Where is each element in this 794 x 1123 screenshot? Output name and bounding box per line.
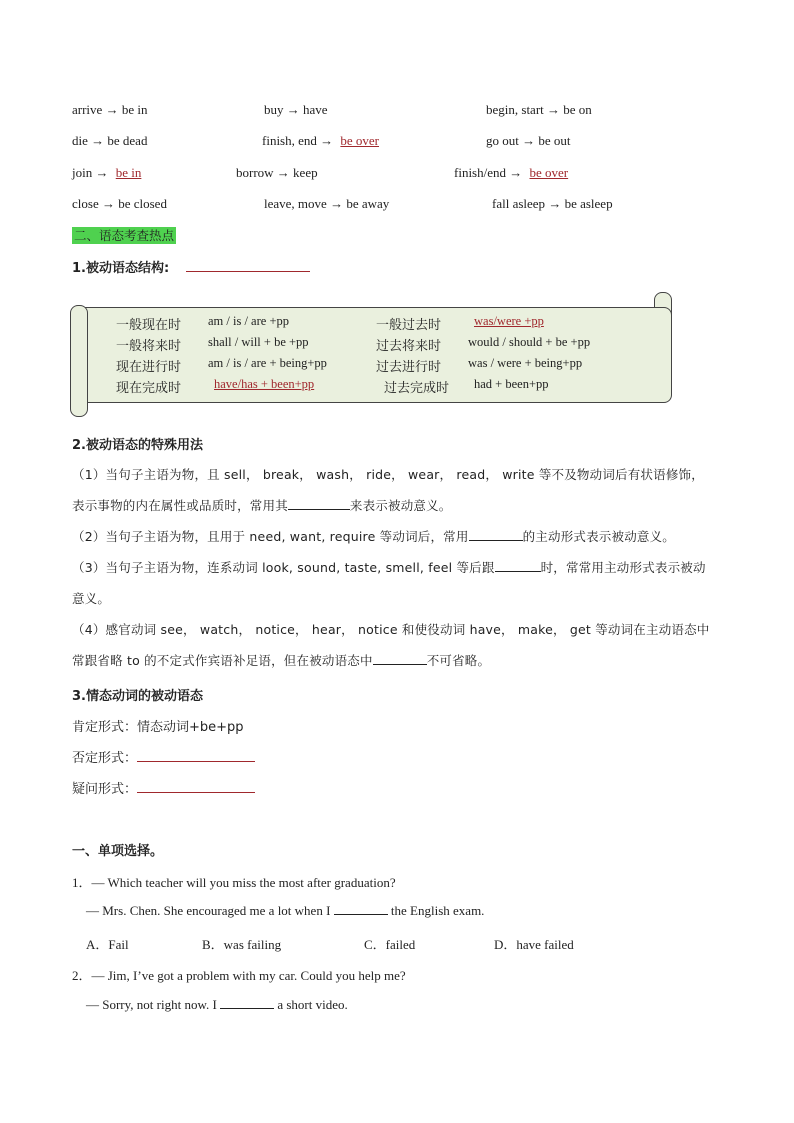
vocab-state: be on — [563, 102, 592, 117]
tense-form: would / should + be +pp — [468, 335, 591, 349]
scroll-cap-left — [70, 305, 88, 417]
section-heading — [72, 226, 176, 244]
tense-form: shall / will + be +pp — [208, 335, 309, 349]
arrow-icon: → — [283, 102, 303, 117]
vocab-state: be over — [340, 133, 380, 148]
vocab-verb: join — [72, 165, 93, 180]
vocab-verb: go out — [486, 133, 519, 148]
arrow-icon: → — [98, 196, 119, 211]
q2-p1-blank — [288, 498, 350, 510]
arrow-icon: → — [273, 165, 294, 180]
arrow-icon: → — [92, 165, 112, 180]
tense-name: 一般过去时 — [376, 318, 442, 333]
q2-p1-post: 来表示被动意义。 — [349, 498, 452, 513]
vocab-state: be dead — [107, 133, 148, 148]
q2-p3-end: 意义。 — [72, 591, 111, 606]
q2-p2-pre: （2）当句子主语为物，且用于 need, want, require 等动词后，常用 — [72, 529, 469, 544]
ex1-option-a[interactable]: A．Fail — [86, 937, 129, 952]
tense-name: 现在进行时 — [116, 360, 182, 375]
q3-question-blank — [137, 781, 255, 793]
arrow-icon: → — [87, 133, 108, 148]
ex1-answer-pre: — Mrs. Chen. She encouraged me a lot when I — [86, 903, 334, 918]
q1-title-text: 1.被动语态结构: — [72, 261, 170, 276]
arrow-icon: → — [316, 133, 337, 148]
arrow-icon: → — [506, 165, 526, 180]
tense-form: had + been+pp — [474, 377, 549, 391]
q2-p4-pre: 常跟省略 to 的不定式作宾语补足语，但在被动语态中 — [72, 653, 373, 668]
vocab-state: keep — [293, 165, 318, 180]
q3-title: 3.情态动词的被动语态 — [72, 689, 203, 704]
q2-p1-line-b — [72, 490, 722, 521]
q2-p4-line-a: （4）感官动词 see， watch， notice， hear， notice 和使役动词 have， make， get 等动词在主动语态中 — [72, 622, 710, 637]
tense-name: 过去完成时 — [384, 381, 450, 396]
tense-name: 一般现在时 — [116, 318, 182, 333]
q2-p3-blank — [495, 560, 541, 572]
ex2-answer-pre: — Sorry, not right now. I — [86, 997, 221, 1012]
tense-form: am / is / are +pp — [208, 314, 289, 328]
vocab-item — [72, 196, 167, 212]
arrow-icon: → — [326, 196, 347, 211]
q2-p1-pre: 表示事物的内在属性或品质时，常用其 — [72, 498, 288, 513]
tense-name: 一般将来时 — [116, 339, 182, 354]
vocab-verb: borrow — [236, 165, 274, 180]
ex1-answer — [86, 903, 484, 919]
q2-p2-post: 的主动形式表示被动意义。 — [522, 529, 675, 544]
ex2-answer — [86, 997, 348, 1013]
vocab-state: be in — [121, 102, 148, 117]
vocab-item — [262, 133, 383, 149]
ex1-question: 1．— Which teacher will you miss the most after graduation? — [72, 875, 396, 890]
ex2-blank — [220, 997, 274, 1009]
arrow-icon: → — [518, 133, 539, 148]
vocab-item — [72, 165, 145, 181]
q2-p4-post: 不可省略。 — [426, 653, 491, 668]
ex1-option-b[interactable]: B．was failing — [202, 937, 282, 952]
vocab-verb: die — [72, 133, 88, 148]
tense-name: 过去进行时 — [376, 360, 442, 375]
vocab-item — [492, 196, 613, 212]
vocab-verb: finish/end — [454, 165, 506, 180]
vocab-state: be over — [529, 165, 569, 180]
q2-paragraph-1 — [72, 459, 722, 676]
vocab-verb: finish, end — [262, 133, 317, 148]
q3-negative-blank — [137, 750, 255, 762]
vocab-state: be in — [115, 165, 142, 180]
vocab-verb: begin, start — [486, 102, 544, 117]
tense-form: have/has + been+pp — [214, 377, 315, 391]
ex1-blank — [334, 903, 388, 915]
vocab-verb: buy — [264, 102, 284, 117]
arrow-icon: → — [102, 102, 122, 117]
q2-p1-line-a: （1）当句子主语为物，且 sell， break， wash， ride， wear， read， write 等不及物动词后有状语修饰， — [72, 467, 704, 482]
vocab-state: be closed — [118, 196, 167, 211]
vocab-state: be out — [538, 133, 571, 148]
tense-form: was / were + being+pp — [468, 356, 583, 370]
tense-name: 过去将来时 — [376, 339, 442, 354]
tense-name: 现在完成时 — [116, 381, 182, 396]
q3-negative — [72, 747, 255, 766]
q2-p2-line — [72, 521, 722, 552]
q2-p3-post: 时，常常用主动形式表示被动 — [540, 560, 706, 575]
vocab-item — [486, 133, 571, 149]
q2-title: 2.被动语态的特殊用法 — [72, 438, 203, 453]
q3-positive: 肯定形式：情态动词+be+pp — [72, 720, 244, 735]
arrow-icon: → — [543, 102, 564, 117]
vocab-item — [264, 196, 389, 212]
q2-p3-pre: （3）当句子主语为物，连系动词 look, sound, taste, smell, feel 等后跟 — [72, 560, 495, 575]
vocab-verb: fall asleep — [492, 196, 546, 211]
q3-question — [72, 778, 255, 797]
vocab-state: be away — [346, 196, 390, 211]
vocab-verb: leave, move — [264, 196, 327, 211]
section-heading-text: 二、语态考查热点 — [74, 228, 175, 243]
q3-negative-label: 否定形式： — [72, 751, 138, 766]
tense-form: am / is / are + being+pp — [208, 356, 327, 370]
ex1-option-c[interactable]: C．failed — [364, 937, 416, 952]
ex1-answer-post: the English exam. — [387, 903, 485, 918]
vocab-item — [72, 133, 147, 149]
vocab-item — [264, 102, 328, 118]
ex2-question: 2．— Jim, I’ve got a problem with my car. Could you help me? — [72, 968, 406, 983]
q2-p4-blank — [373, 653, 427, 665]
ex2-answer-post: a short video. — [274, 997, 348, 1012]
vocab-verb: arrive — [72, 102, 103, 117]
ex1-option-d[interactable]: D．have failed — [494, 937, 574, 952]
q1-answer-blank — [186, 260, 310, 272]
vocab-verb: close — [72, 196, 99, 211]
vocab-item — [454, 165, 572, 181]
q2-p2-blank — [469, 529, 523, 541]
vocab-item — [486, 102, 592, 118]
vocab-state: be asleep — [564, 196, 613, 211]
q1-title — [72, 257, 310, 276]
vocab-state: have — [303, 102, 328, 117]
q2-p3-line — [72, 552, 722, 583]
q2-p4-line-b — [72, 645, 722, 676]
q3-question-label: 疑问形式： — [72, 782, 138, 797]
arrow-icon: → — [545, 196, 565, 211]
vocab-item — [236, 165, 318, 181]
exercise-heading: 一、单项选择。 — [72, 844, 164, 859]
tense-form: was/were +pp — [474, 314, 544, 328]
vocab-item — [72, 102, 147, 118]
